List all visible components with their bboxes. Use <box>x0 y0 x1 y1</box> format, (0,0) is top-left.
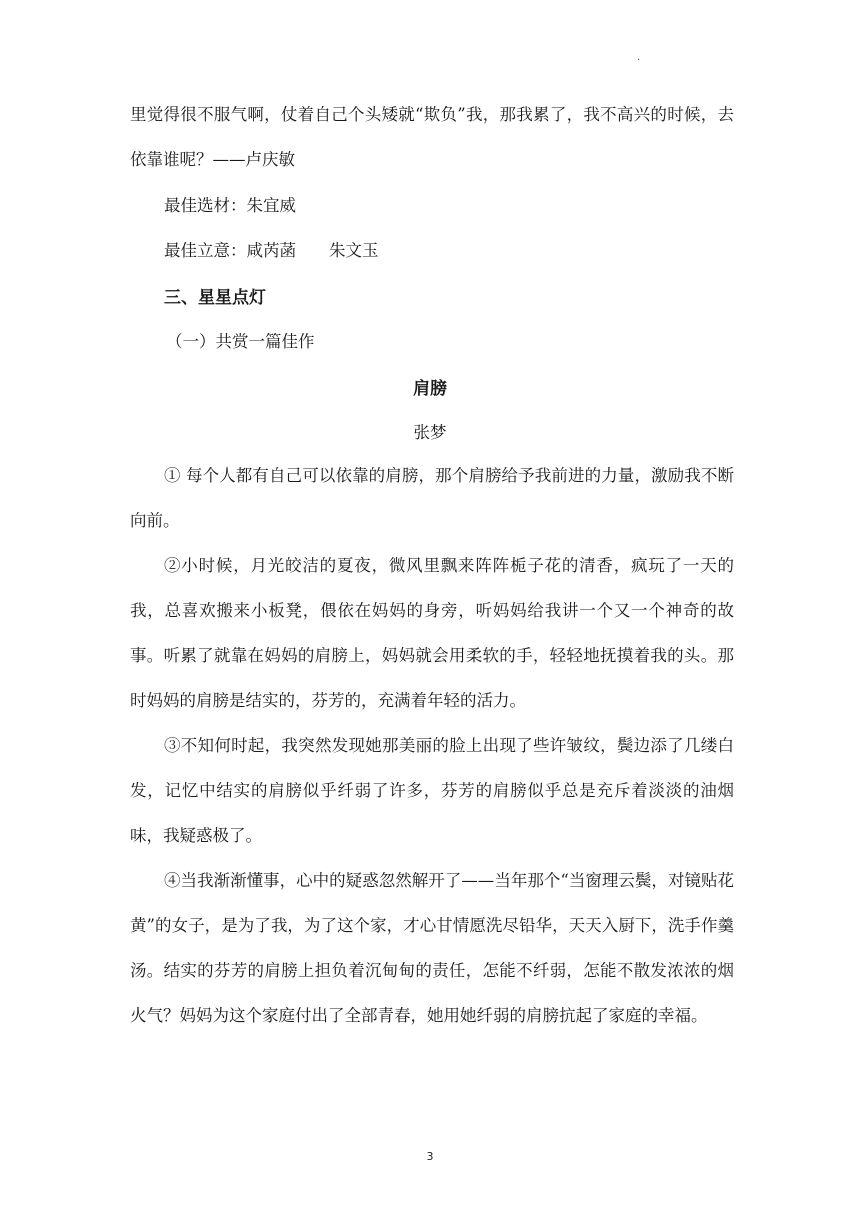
essay-author: 张梦 <box>413 423 447 442</box>
essay-paragraph-2: ②小时候，月光皎洁的夏夜，微风里飘来阵阵栀子花的清香，疯玩了一天的我，总喜欢搬来小板凳，偎依在妈妈的身旁，听妈妈给我讲一个又一个神奇的故事。听累了就靠在妈妈的肩膀上，妈妈就会用柔软的手，轻轻地抚摸着我的头。那时妈妈的肩膀是结实的，芬芳的，充满着年轻的活力。 <box>130 556 734 710</box>
section-subheading: （一）共赏一篇佳作 <box>166 332 315 351</box>
best-theme-award: 最佳立意：咸芮菡 朱文玉 <box>164 241 379 260</box>
essay-paragraph-1: ① 每个人都有自己可以依靠的肩膀，那个肩膀给予我前进的力量，激励我不断向前。 <box>130 466 734 530</box>
essay-paragraph-4: ④当我渐渐懂事，心中的疑惑忽然解开了——当年那个“当窗理云鬓，对镜贴花黄”的女子，是为了我，为了这个家，才心甘情愿洗尽铅华，天天入厨下，洗手作羹汤。结实的芬芳的肩膀上担负着沉甸甸的责任，怎能不纤弱，怎能不散发浓浓的烟火气？妈妈为这个家庭付出了全部青春，她用她纤弱的肩膀抗起了家庭的幸福。 <box>130 871 734 1025</box>
essay-paragraph-3: ③不知何时起，我突然发现她那美丽的脸上出现了些许皱纹，鬓边添了几缕白发，记忆中结实的肩膀似乎纤弱了许多，芬芳的肩膀似乎总是充斥着淡淡的油烟味，我疑惑极了。 <box>130 736 734 845</box>
best-material-award: 最佳选材：朱宜威 <box>164 196 296 215</box>
section-heading: 三、星星点灯 <box>164 288 266 308</box>
essay-title: 肩膀 <box>413 379 447 399</box>
header-mark: . <box>637 52 641 63</box>
intro-paragraph: 里觉得很不服气啊，仗着自己个头矮就“欺负”我，那我累了，我不高兴的时候，去依靠谁呢？——卢庆敏 <box>130 105 734 169</box>
page-number: 3 <box>426 1150 434 1163</box>
